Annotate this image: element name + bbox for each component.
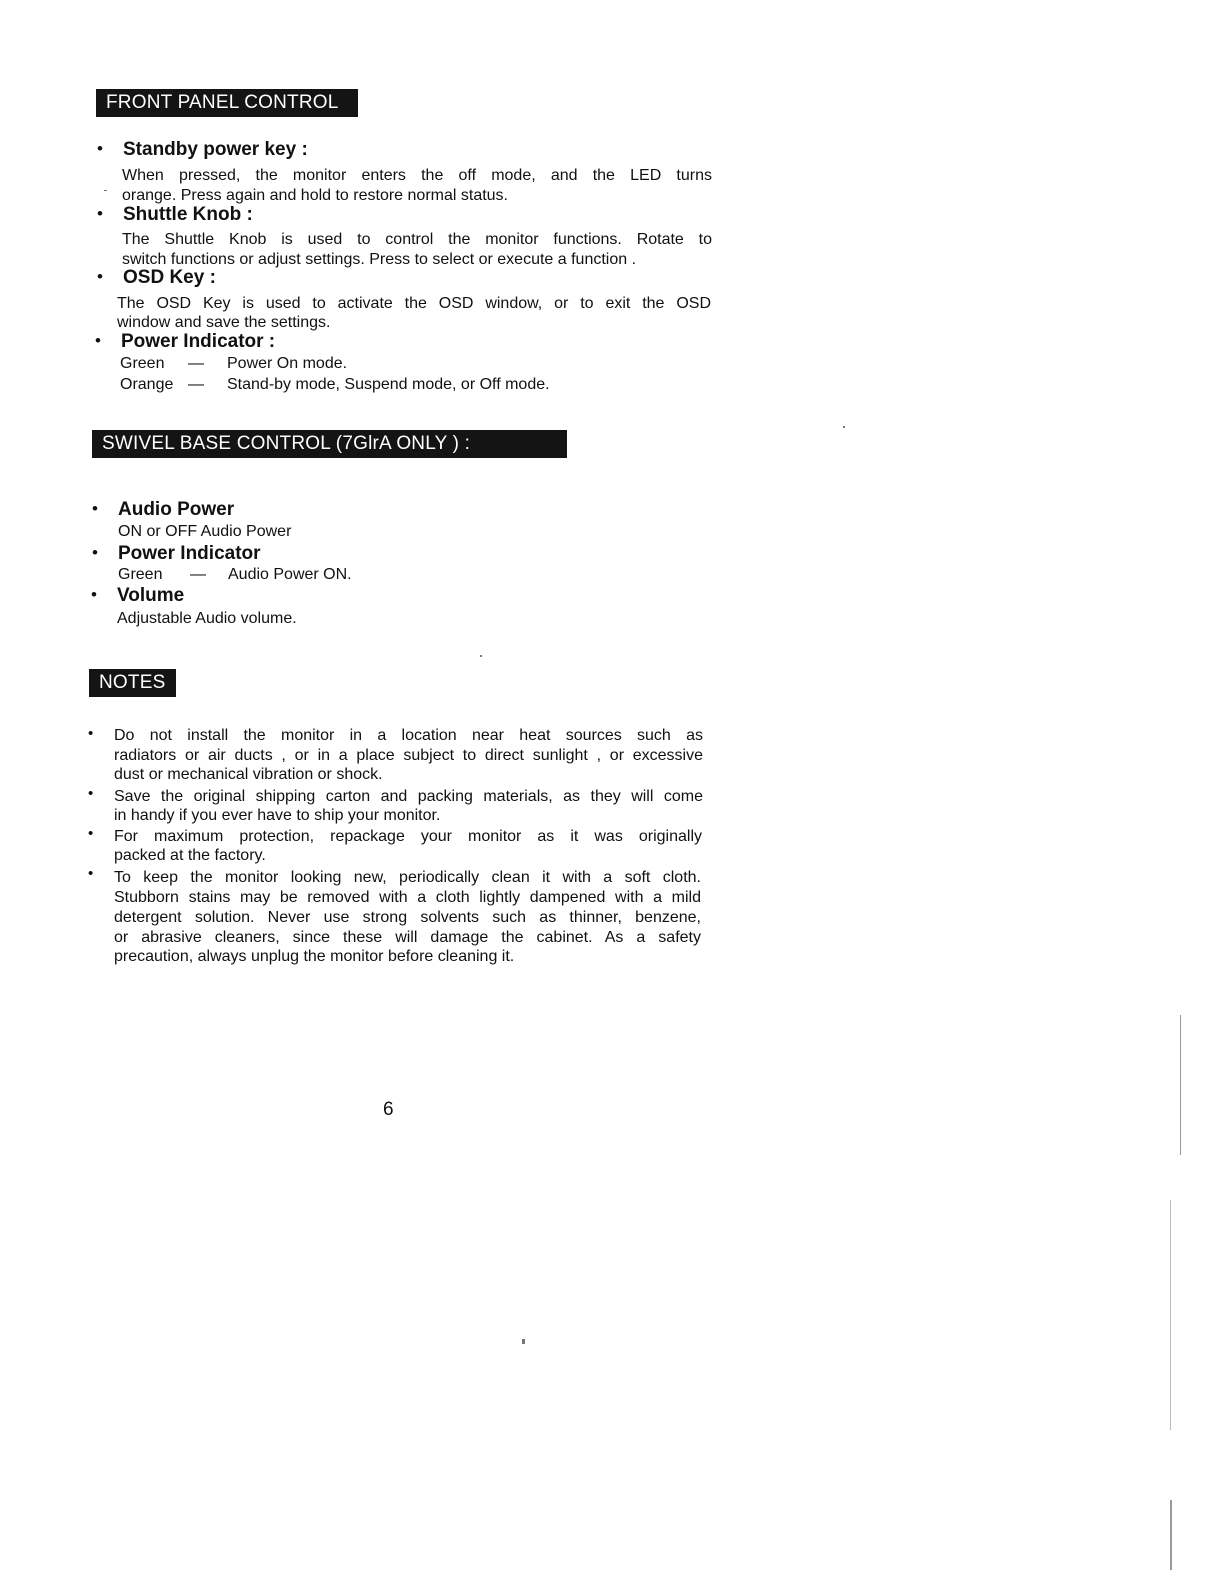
note-text-line: detergent solution. Never use strong solvents such as thinner, benzene, (114, 909, 701, 926)
note-text-line: Do not install the monitor in a location near heat sources such as (114, 727, 703, 744)
section-banner-front-panel: FRONT PANEL CONTROL (96, 89, 358, 117)
scan-speck (104, 190, 107, 191)
item-text-line: ON or OFF Audio Power (118, 523, 292, 540)
scan-speck (480, 655, 482, 657)
indicator-dash: — (188, 376, 204, 393)
item-text-line: switch functions or adjust settings. Press to select or execute a function . (122, 251, 637, 268)
indicator-text: Power On mode. (227, 355, 348, 372)
item-text-line: window and save the settings. (117, 314, 331, 331)
item-heading-standby-power-key: • Standby power key : (123, 139, 308, 161)
note-bullet-icon: • (88, 865, 94, 882)
note-bullet-icon: • (88, 825, 94, 842)
scan-speck (1180, 1015, 1181, 1155)
note-text-line: packed at the factory. (114, 847, 266, 864)
page-number: 6 (383, 1099, 394, 1120)
item-text-line: orange. Press again and hold to restore normal status. (122, 187, 508, 204)
note-text-line: in handy if you ever have to ship your monitor. (114, 807, 441, 824)
indicator-label: Green (120, 355, 165, 372)
item-heading-volume: • Volume (117, 585, 184, 607)
item-heading-audio-power: • Audio Power (118, 499, 234, 521)
note-text-line: For maximum protection, repackage your monitor as it was originally (114, 828, 702, 845)
note-text-line: precaution, always unplug the monitor before cleaning it. (114, 948, 515, 965)
indicator-label: Orange (120, 376, 174, 393)
scan-speck (1170, 1500, 1172, 1570)
note-bullet-icon: • (88, 725, 94, 742)
item-heading-power-indicator: • Power Indicator (118, 543, 261, 565)
item-text-line: The OSD Key is used to activate the OSD window, or to exit the OSD (117, 295, 711, 312)
note-text-line: Save the original shipping carton and packing materials, as they will come (114, 788, 703, 805)
indicator-text: Audio Power ON. (228, 566, 352, 583)
scan-speck (522, 1339, 525, 1344)
item-heading-osd-key: • OSD Key : (123, 267, 216, 289)
note-text-line: or abrasive cleaners, since these will damage the cabinet. As a safety (114, 929, 701, 946)
scan-speck (843, 426, 845, 428)
note-text-line: radiators or air ducts , or in a place subject to direct sunlight , or excessive (114, 747, 703, 764)
note-bullet-icon: • (88, 785, 94, 802)
item-text-line: Adjustable Audio volume. (117, 610, 297, 627)
indicator-text: Stand-by mode, Suspend mode, or Off mode. (227, 376, 550, 393)
indicator-dash: — (190, 566, 206, 583)
section-banner-swivel-base: SWIVEL BASE CONTROL (7GlrA ONLY ) : (92, 430, 567, 458)
note-text-line: To keep the monitor looking new, periodically clean it with a soft cloth. (114, 869, 701, 886)
scan-speck (1170, 1200, 1171, 1430)
item-text-line: When pressed, the monitor enters the off mode, and the LED turns (122, 167, 712, 184)
indicator-label: Green (118, 566, 163, 583)
item-heading-power-indicator: • Power Indicator : (121, 331, 275, 353)
item-text-line: The Shuttle Knob is used to control the monitor functions. Rotate to (122, 231, 712, 248)
note-text-line: dust or mechanical vibration or shock. (114, 766, 383, 783)
indicator-dash: — (188, 355, 204, 372)
note-text-line: Stubborn stains may be removed with a cloth lightly dampened with a mild (114, 889, 701, 906)
section-banner-notes: NOTES (89, 669, 176, 697)
item-heading-shuttle-knob: • Shuttle Knob : (123, 204, 253, 226)
